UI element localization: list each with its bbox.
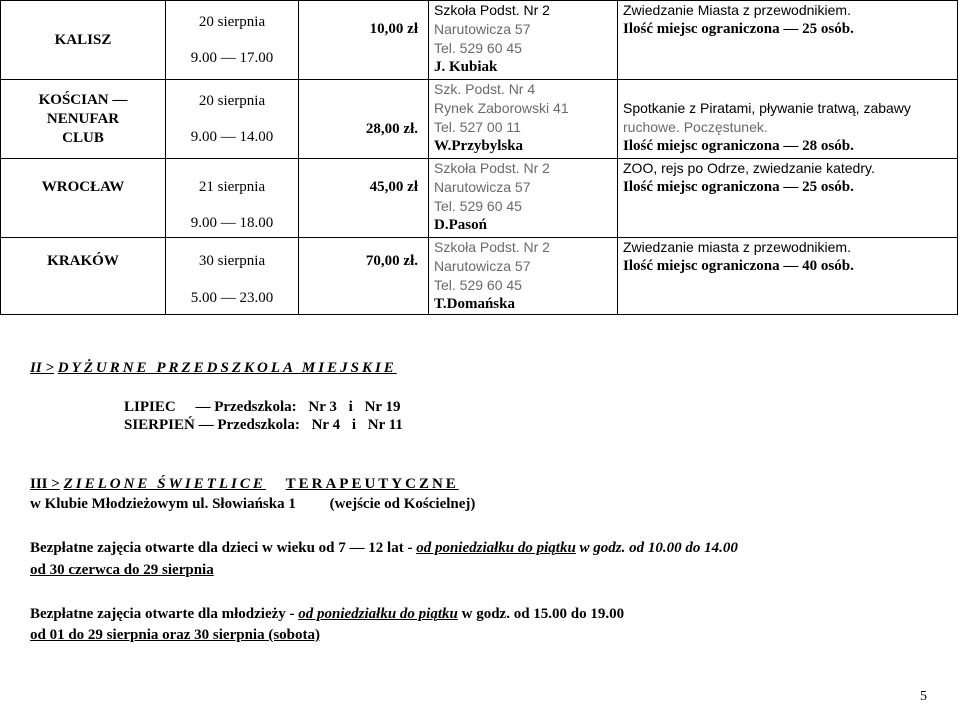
trip-time: 5.00 — 23.00 — [190, 290, 274, 306]
desc-line: Zwiedzanie miasta z przewodnikiem. — [623, 239, 851, 255]
school-line: Narutowicza 57 — [434, 179, 531, 195]
school-contact: D.Pasoń — [434, 217, 487, 233]
duty-line-august — [124, 417, 403, 434]
label: Przedszkola: — [217, 417, 300, 433]
trip-limit: Ilość miejsc ograniczona — 25 osób. — [623, 21, 854, 37]
school-line: Tel. 527 00 11 — [434, 119, 521, 135]
duty-line-july — [124, 399, 401, 416]
trip-date — [166, 1, 299, 80]
school-line: Szkoła Podst. Nr 2 — [434, 239, 550, 255]
trip-limit: Ilość miejsc ograniczona — 28 osób. — [623, 138, 854, 154]
conjunction: i — [351, 417, 356, 433]
month: SIERPIEŃ — [124, 417, 195, 433]
trip-day: 20 sierpnia — [198, 13, 266, 30]
trip-day: 30 sierpnia — [198, 253, 266, 269]
trip-school — [429, 80, 618, 159]
school-line: Tel. 529 60 45 — [434, 40, 522, 56]
trip-city: KRAKÓW — [1, 238, 166, 315]
trip-city-label: KOŚCIAN — NENUFAR CLUB — [38, 91, 128, 146]
club-place: w Klubie Młodzieżowym ul. Słowiańska 1 — [30, 496, 296, 512]
trip-school — [429, 159, 618, 238]
trip-price: 70,00 zł. — [299, 238, 429, 315]
desc-line: ZOO, rejs po Odrze, zwiedzanie katedry. — [623, 160, 875, 176]
table-row — [1, 238, 958, 315]
schedule-text: Bezpłatne zajęcia otwarte dla dzieci w wieku od 7 — 12 lat - — [30, 540, 413, 556]
section-3-heading — [30, 476, 459, 493]
schedule-days: od poniedziałku do piątku — [298, 606, 458, 622]
kindergarten-a: Nr 4 — [311, 417, 341, 433]
school-line: Rynek Zaborowski 41 — [434, 100, 569, 116]
school-line: Szkoła Podst. Nr 2 — [434, 2, 550, 18]
youth-period: od 01 do 29 sierpnia oraz 30 sierpnia (sobota) — [30, 627, 321, 643]
club-address — [30, 496, 475, 513]
kindergarten-a: Nr 3 — [308, 399, 337, 415]
section-title: DYŻURNE PRZEDSZKOLA MIEJSKIE — [57, 360, 397, 376]
youth-schedule — [30, 606, 624, 623]
kindergarten-b: Nr 11 — [367, 417, 403, 433]
trip-description — [618, 1, 958, 80]
desc-line: Spotkanie z Piratami, pływanie tratwą, zabawy — [623, 100, 911, 116]
table-row — [1, 1, 958, 80]
table-row — [1, 159, 958, 238]
trip-city — [1, 80, 166, 159]
school-line: Szk. Podst. Nr 4 — [434, 81, 536, 97]
trip-limit: Ilość miejsc ograniczona — 25 osób. — [623, 179, 854, 195]
children-schedule — [30, 540, 738, 557]
trips-table — [0, 0, 958, 315]
school-contact: J. Kubiak — [434, 59, 498, 75]
trip-date — [166, 238, 299, 315]
page-number: 5 — [920, 689, 927, 704]
section-title: ZIELONE ŚWIETLICE — [63, 476, 266, 492]
dash: — — [198, 417, 214, 433]
trip-time: 9.00 — 17.00 — [190, 49, 274, 66]
schedule-text: Bezpłatne zajęcia otwarte dla młodzieży - — [30, 606, 295, 622]
trip-day: 20 sierpnia — [198, 92, 266, 109]
section-title-2: TERAPEUTYCZNE — [285, 476, 459, 492]
month: LIPIEC — [124, 399, 176, 415]
trip-price: 28,00 zł. — [299, 80, 429, 159]
trip-school — [429, 238, 618, 315]
label: Przedszkola: — [214, 399, 297, 415]
school-contact: T.Domańska — [434, 296, 515, 312]
kindergarten-b: Nr 19 — [364, 399, 401, 415]
schedule-hours: w godz. od 10.00 do 14.00 — [579, 540, 738, 556]
trip-day: 21 sierpnia — [198, 179, 266, 195]
club-entry: (wejście od Kościelnej) — [329, 496, 476, 512]
dash: — — [195, 399, 211, 415]
trip-city: WROCŁAW — [1, 159, 166, 238]
section-2-heading — [30, 360, 397, 377]
trip-price: 45,00 zł — [299, 159, 429, 238]
section-number: II > — [30, 360, 54, 376]
trip-city: KALISZ — [1, 1, 166, 80]
trip-date — [166, 80, 299, 159]
trip-description — [618, 80, 958, 159]
desc-line: Zwiedzanie Miasta z przewodnikiem. — [623, 2, 851, 18]
school-line: Tel. 529 60 45 — [434, 277, 522, 293]
trip-limit: Ilość miejsc ograniczona — 40 osób. — [623, 258, 854, 274]
trip-date — [166, 159, 299, 238]
school-line: Narutowicza 57 — [434, 258, 531, 274]
school-line: Tel. 529 60 45 — [434, 198, 522, 214]
trip-time: 9.00 — 18.00 — [190, 215, 274, 231]
conjunction: i — [348, 399, 353, 415]
trip-description — [618, 238, 958, 315]
school-contact: W.Przybylska — [434, 138, 524, 154]
section-number: III > — [30, 476, 60, 492]
table-row — [1, 80, 958, 159]
schedule-hours: w godz. od 15.00 do 19.00 — [461, 606, 625, 622]
school-line: Szkoła Podst. Nr 2 — [434, 160, 550, 176]
trip-time: 9.00 — 14.00 — [190, 128, 274, 145]
desc-line: ruchowe. Poczęstunek. — [623, 119, 768, 135]
trip-price: 10,00 zł — [299, 1, 429, 80]
trip-school — [429, 1, 618, 80]
trip-description — [618, 159, 958, 238]
schedule-days: od poniedziałku do piątku — [416, 540, 576, 556]
children-period: od 30 czerwca do 29 sierpnia — [30, 562, 214, 578]
school-line: Narutowicza 57 — [434, 21, 531, 37]
